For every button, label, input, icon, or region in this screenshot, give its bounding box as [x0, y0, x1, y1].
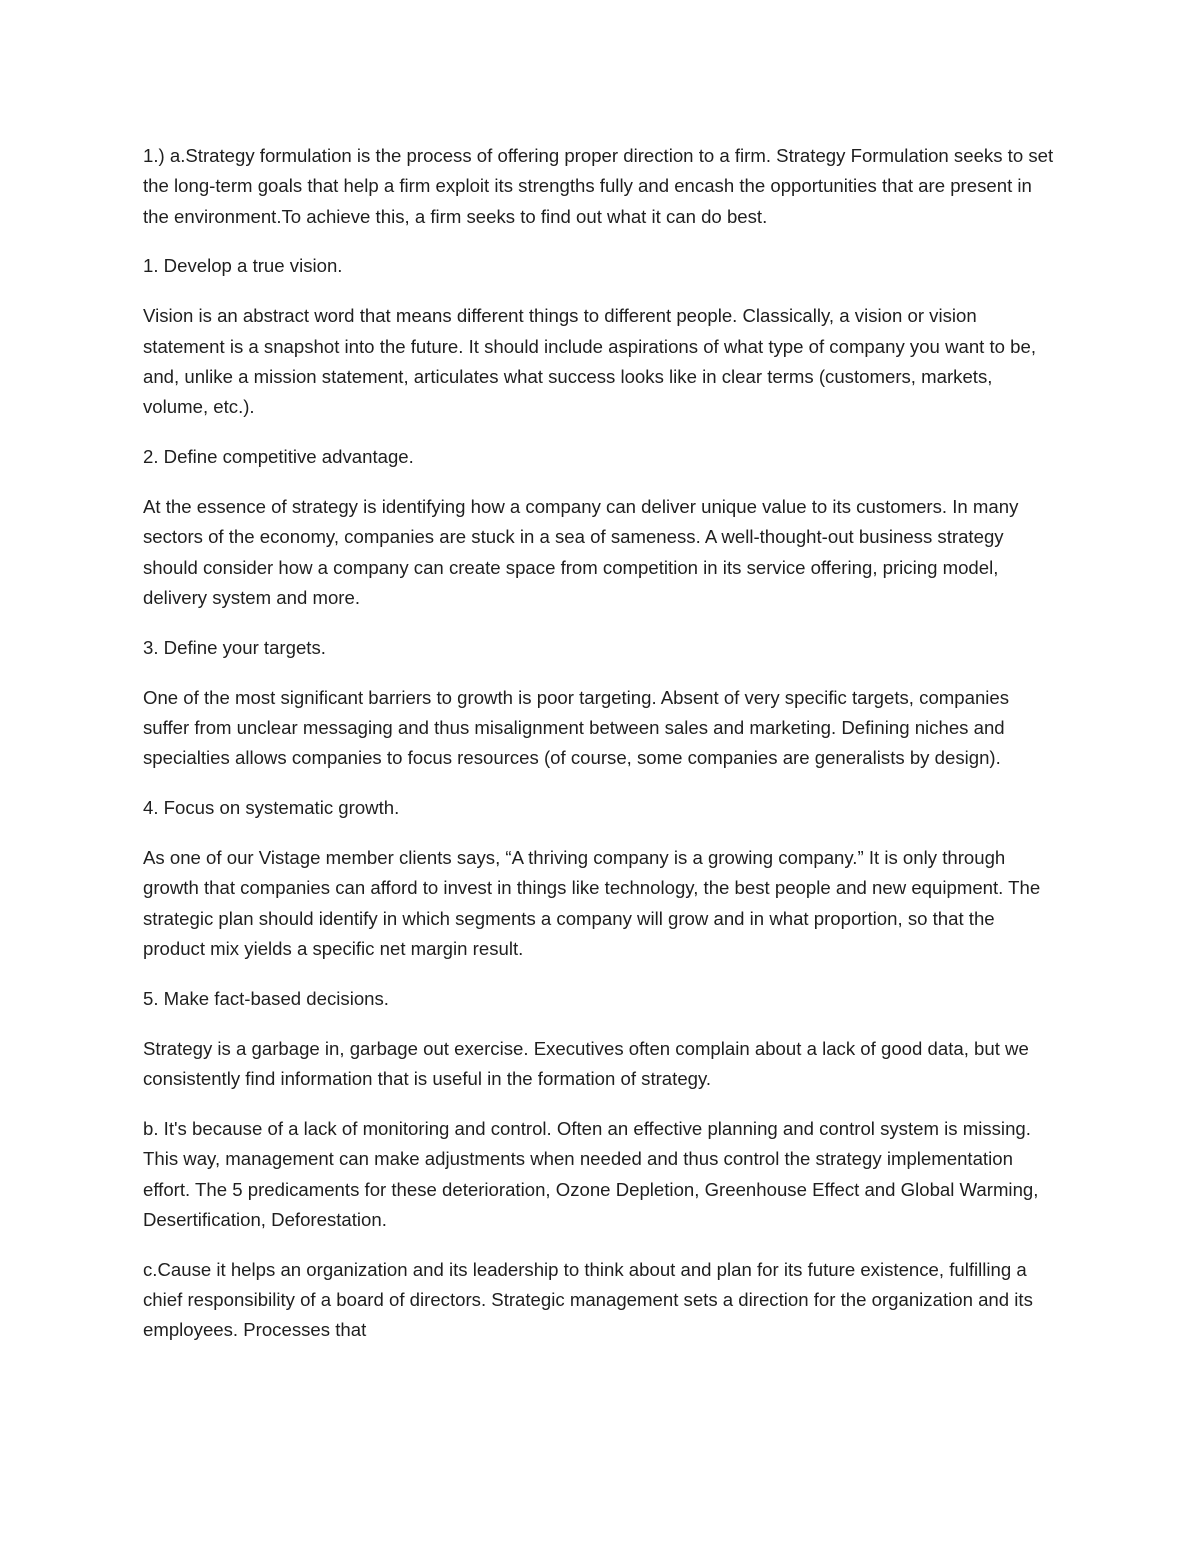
heading-competitive-advantage: 2. Define competitive advantage. — [143, 446, 414, 468]
paragraph-answer-b: b. It's because of a lack of monitoring and control. Often an effective planning and control system is missing. This way, management can make adjustments when needed and thus control the strategy implementation effort. The 5 predicaments for these deterioration, Ozone Depletion, Greenhouse Effect and Global Warming, Desertification, Deforestation. — [143, 1117, 1039, 1230]
heading-define-targets: 3. Define your targets. — [143, 636, 326, 658]
document-body — [143, 141, 1058, 1365]
heading-systematic-growth: 4. Focus on systematic growth. — [143, 797, 400, 819]
paragraph-growth: As one of our Vistage member clients says, “A thriving company is a growing company.” It is only through growth that companies can afford to invest in things like technology, the best people and new equipment. The strategic plan should identify in which segments a company will grow and in what proportion, so that the product mix yields a specific net margin result. — [143, 847, 1041, 959]
paragraph-competitive-advantage: At the essence of strategy is identifying how a company can deliver unique value to its customers. In many sectors of the economy, companies are stuck in a sea of sameness. A well-thought-out business strategy should consider how a company can create space from competition in its service offering, pricing model, delivery system and more. — [143, 496, 1019, 608]
heading-develop-vision: 1. Develop a true vision. — [143, 255, 343, 277]
paragraph-vision: Vision is an abstract word that means different things to different people. Classically, a vision or vision statement is a snapshot into the future. It should include aspirations of what type of company you want to be, and, unlike a mission statement, articulates what success looks like in clear terms (customers, markets, volume, etc.). — [143, 305, 1037, 418]
paragraph-targets: One of the most significant barriers to growth is poor targeting. Absent of very specific targets, companies suffer from unclear messaging and thus misalignment between sales and marketing. Defining niches and specialties allows companies to focus resources (of course, some companies are generalists by design). — [143, 686, 1010, 769]
paragraph-intro: 1.) a.Strategy formulation is the process of offering proper direction to a firm. Strategy Formulation seeks to set the long-term goals that help a firm exploit its strengths fully and encash the opportunities that are present in the environment.To achieve this, a firm seeks to find out what it can do best. — [143, 145, 1054, 227]
paragraph-answer-c: c.Cause it helps an organization and its leadership to think about and plan for its future existence, fulfilling a chief responsibility of a board of directors. Strategic management sets a direction for the organization and its employees. Processes that — [143, 1258, 1033, 1341]
paragraph-decisions: Strategy is a garbage in, garbage out exercise. Executives often complain about a lack of good data, but we consistently find information that is useful in the formation of strategy. — [143, 1037, 1029, 1090]
heading-fact-based-decisions: 5. Make fact-based decisions. — [143, 987, 389, 1009]
